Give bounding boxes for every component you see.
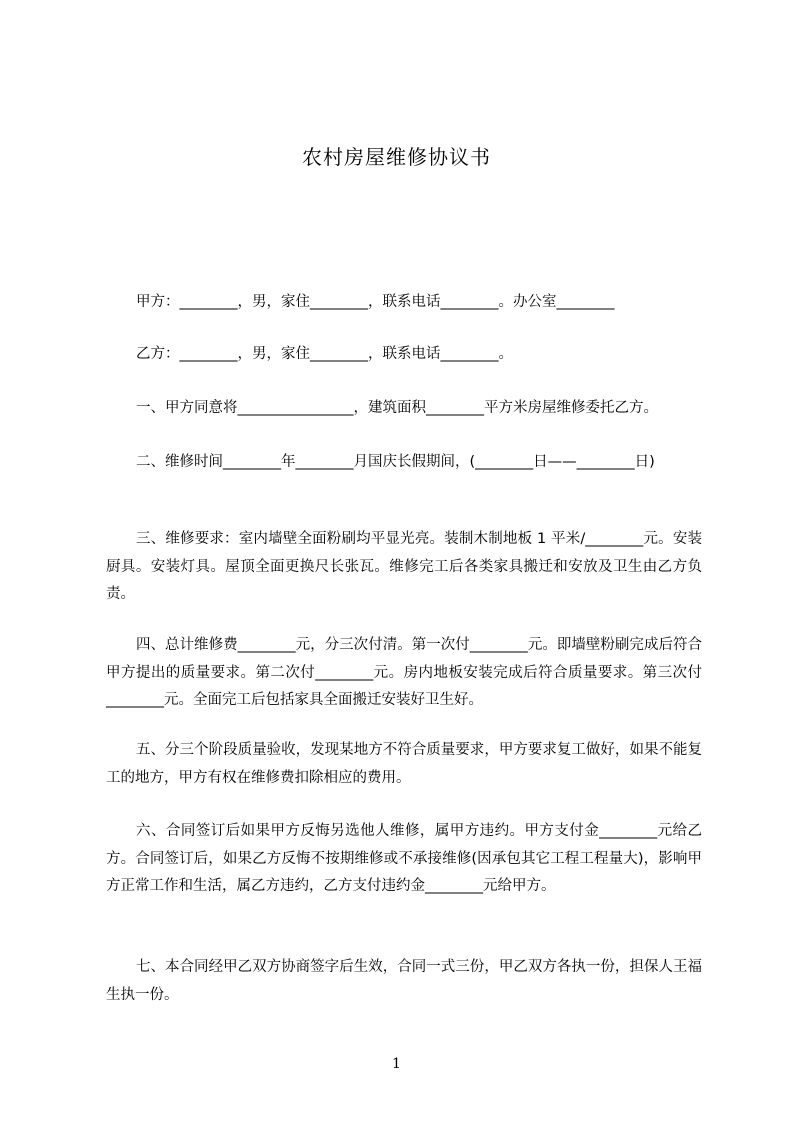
party-b-info: 乙方：________，男，家住________，联系电话________。 bbox=[136, 346, 513, 362]
clause-2: 二、维修时间________年________月国庆长假期间，(________日——________日) bbox=[136, 454, 655, 470]
document-title: 农村房屋维修协议书 bbox=[302, 145, 491, 169]
clause-1: 一、甲方同意将________________，建筑面积________平方米房屋维修委托乙方。 bbox=[136, 400, 658, 416]
clause-6: 六、合同签订后如果甲方反悔另选他人维修，属甲方违约。甲方支付金________元给乙方。合同签订后，如果乙方反悔不按期维修或不承接维修(因承包其它工程工程量大)，影响甲方正常工作和生活，属乙方违约，乙方支付违约金________元给甲方。 bbox=[106, 823, 702, 894]
clause-3: 三、维修要求：室内墙壁全面粉刷均平显光亮。装制木制地板 1 平米/________元。安装厨具。安装灯具。屋顶全面更换尺长张瓦。维修完工后各类家具搬迁和安放及卫生由乙方负责。 bbox=[106, 531, 702, 602]
party-a-info: 甲方：________，男，家住________，联系电话________。办公室________ bbox=[136, 294, 615, 310]
page-number: 1 bbox=[392, 1056, 401, 1072]
clause-4: 四、总计维修费________元，分三次付清。第一次付________元。即墙壁粉刷完成后符合甲方提出的质量要求。第二次付________元。房内地板安装完成后符合质量要求。第三次付________元。全面完工后包括家具全面搬迁安装好卫生好。 bbox=[106, 637, 702, 708]
clause-5: 五、分三个阶段质量验收，发现某地方不符合质量要求，甲方要求复工做好，如果不能复工的地方，甲方有权在维修费扣除相应的费用。 bbox=[106, 742, 702, 786]
clause-7: 七、本合同经甲乙双方协商签字后生效，合同一式三份，甲乙双方各执一份，担保人王福生执一份。 bbox=[106, 959, 702, 1003]
